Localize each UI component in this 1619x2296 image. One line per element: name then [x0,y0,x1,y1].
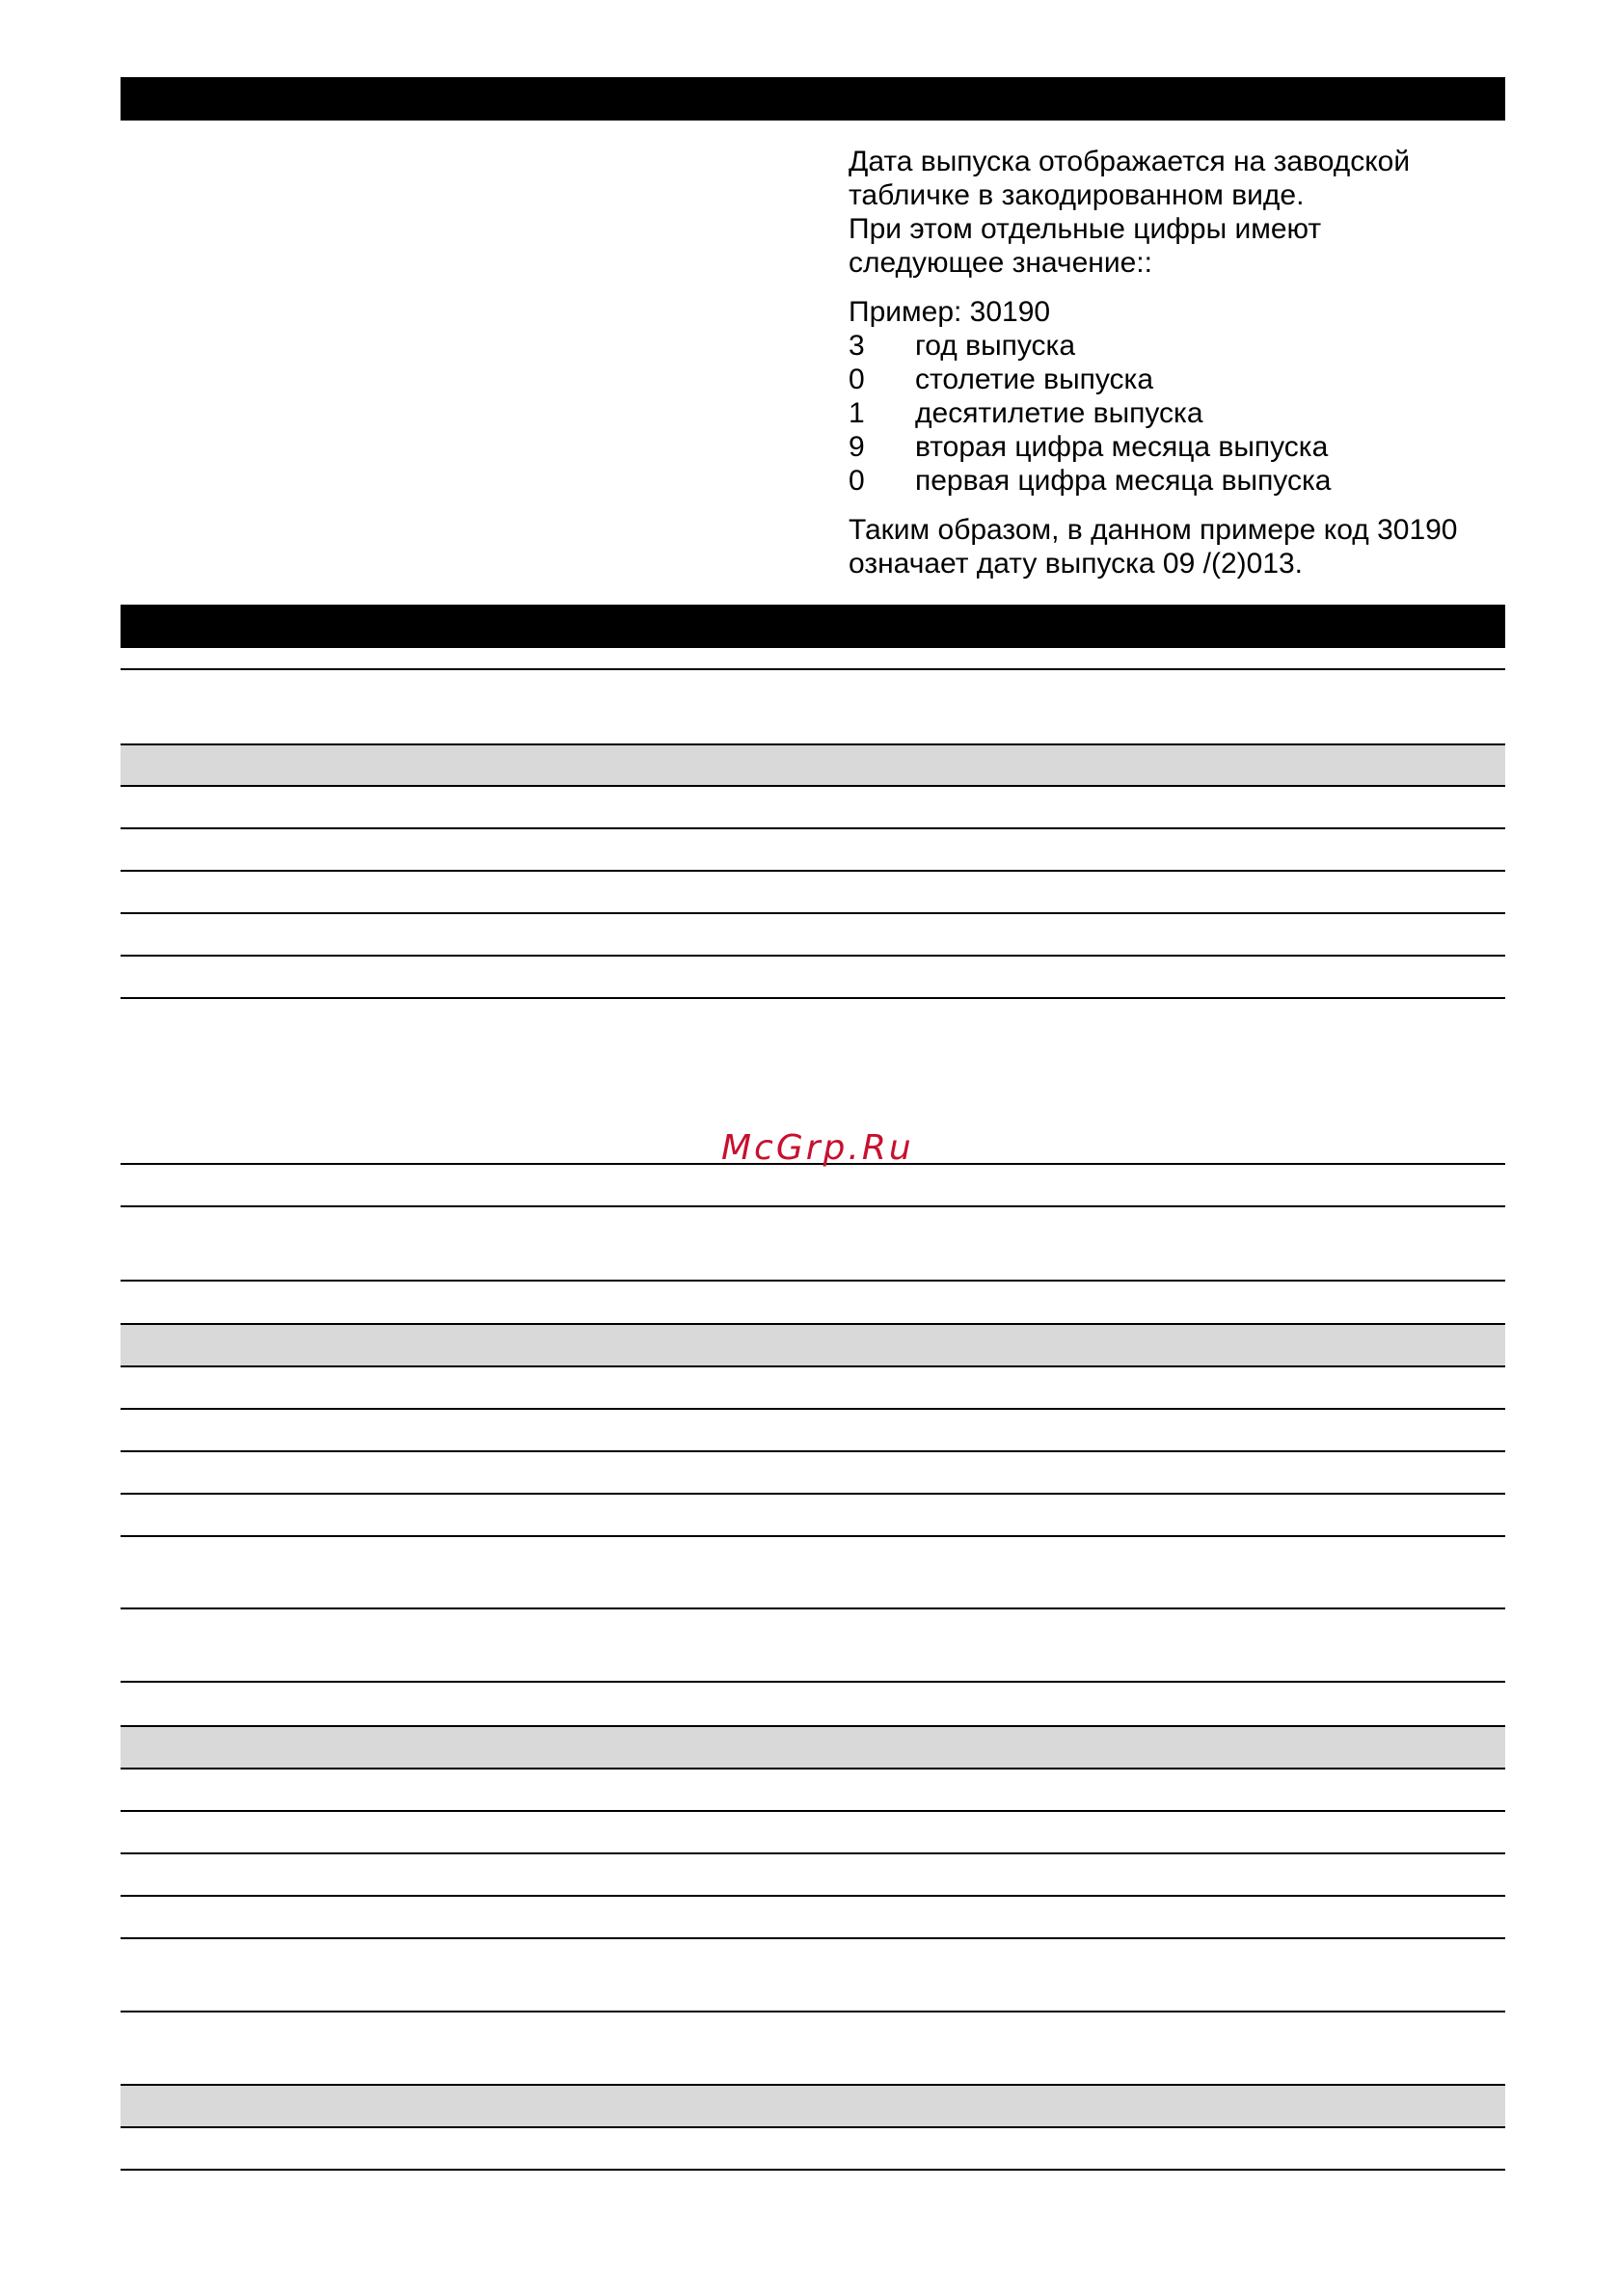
table-rule [121,2084,1505,2086]
code-digit: 9 [849,431,865,463]
list-item [849,430,1514,464]
conclusion-line: означает дату выпуска 09 /(2)013. [849,548,1304,580]
code-digit: 0 [849,465,865,497]
table-rule [121,2011,1505,2012]
table-rule [121,955,1505,957]
table-rule [121,2169,1505,2171]
table-rule [121,1895,1505,1897]
example-label: Пример: 30190 [849,296,1051,328]
table-rule [121,1323,1505,1325]
conclusion-paragraph [849,513,1514,581]
intro-line: Дата выпуска отображается на заводской [849,146,1411,177]
table-rule [121,2126,1505,2128]
list-item [849,363,1514,396]
table-rule [121,1205,1505,1207]
code-meaning: десятилетие выпуска [915,397,1203,429]
table-rule [121,870,1505,872]
table-rule [121,1535,1505,1537]
table-rule [121,743,1505,745]
table-rule [121,1280,1505,1282]
code-meaning: год выпуска [915,330,1076,362]
table-rule [121,1408,1505,1410]
conclusion-line: Таким образом, в данном примере код 30190 [849,514,1458,546]
table-rule [121,1450,1505,1452]
table-rule [121,1365,1505,1367]
code-meaning: столетие выпуска [915,364,1154,395]
list-item [849,329,1514,363]
table-rule [121,1607,1505,1609]
table-rule [121,1725,1505,1727]
table-rule [121,997,1505,999]
table-rule [121,1768,1505,1769]
code-digit: 3 [849,330,865,362]
production-date-explanation [849,145,1514,596]
table-rule [121,1852,1505,1854]
list-item [849,396,1514,430]
table-rule [121,912,1505,914]
code-meaning: первая цифра месяца выпуска [915,465,1332,497]
intro-paragraph [849,145,1514,280]
table-rule [121,668,1505,670]
table-shaded-row [121,1325,1505,1365]
intro-line: следующее значение:: [849,247,1152,279]
code-meaning: вторая цифра месяца выпуска [915,431,1329,463]
table-rule [121,1810,1505,1812]
table-rule [121,1493,1505,1495]
code-digit: 0 [849,364,865,395]
intro-line: табличке в закодированном виде. [849,179,1305,211]
table-rule [121,1937,1505,1939]
table-shaded-row [121,2086,1505,2126]
table-rule [121,827,1505,829]
table-shaded-row [121,745,1505,786]
table-shaded-row [121,1727,1505,1768]
intro-line: При этом отдельные цифры имеют [849,213,1322,245]
code-digit-list [849,329,1514,498]
code-digit: 1 [849,397,865,429]
table-rule [121,1681,1505,1683]
top-header-bar [121,77,1505,121]
list-item [849,464,1514,498]
section-header-bar [121,605,1505,648]
table-rule [121,785,1505,787]
watermark: McGrp.Ru [721,1128,914,1168]
